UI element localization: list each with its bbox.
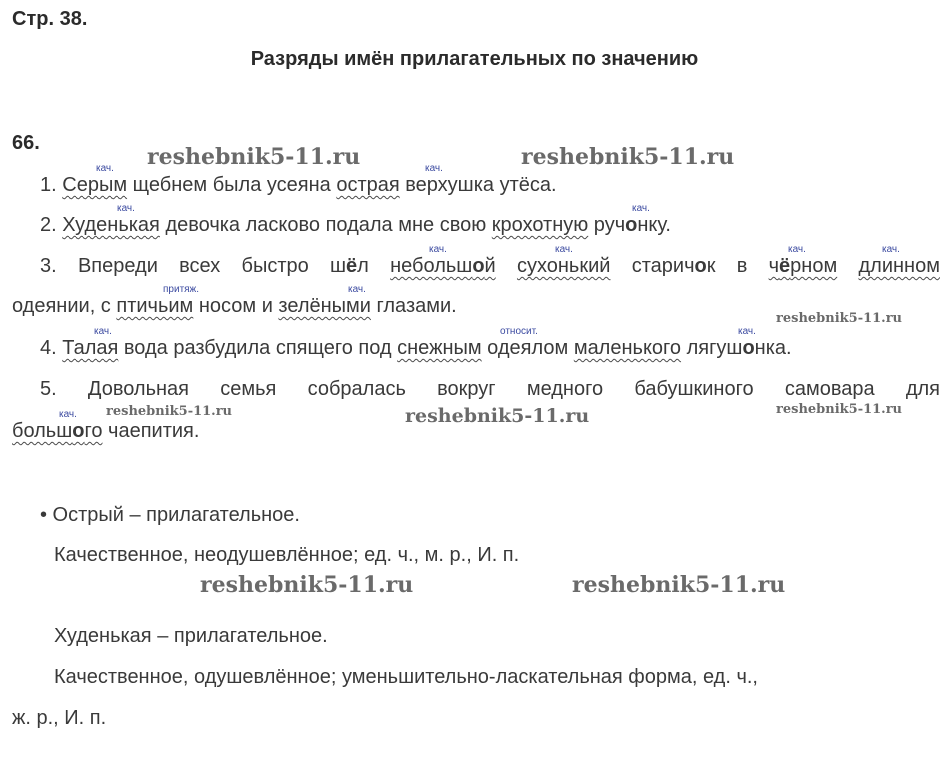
analysis-text: Худенькая – прилагательное. bbox=[54, 625, 328, 647]
analysis-text: ж. р., И. п. bbox=[12, 707, 107, 729]
sentence-3: 3. Впереди всех быстро шёл небольшой сухонький старичок в чёрном длинном bbox=[40, 255, 940, 277]
watermark: reshebnik5-11.ru bbox=[776, 402, 903, 417]
adjective: крохотную bbox=[491, 214, 589, 236]
annotation-label: кач. bbox=[117, 203, 135, 214]
watermark: reshebnik5-11.ru bbox=[200, 572, 414, 598]
annotation-label: кач. bbox=[882, 244, 900, 255]
adjective: птичьим bbox=[116, 295, 194, 317]
annotation-label: кач. bbox=[425, 163, 443, 174]
adjective: Серым bbox=[62, 174, 128, 196]
watermark: reshebnik5-11.ru bbox=[776, 311, 903, 326]
analysis-text: Качественное, неодушевлённое; ед. ч., м. р., И. п. bbox=[54, 544, 520, 566]
sentence-4: 4. Талая вода разбудила спящего под снежным одеялом маленького лягушонка. bbox=[40, 337, 792, 359]
watermark: reshebnik5-11.ru bbox=[405, 405, 590, 427]
annotation-label: кач. bbox=[96, 163, 114, 174]
exercise-number: 66. bbox=[12, 132, 40, 154]
watermark: reshebnik5-11.ru bbox=[147, 144, 361, 170]
sentence-1: 1. Серым щебнем была усеяна острая верхушка утёса. bbox=[40, 174, 557, 196]
adjective: чёрном bbox=[768, 255, 838, 277]
watermark: reshebnik5-11.ru bbox=[521, 144, 735, 170]
adjective: зелёными bbox=[278, 295, 371, 317]
annotation-label: относит. bbox=[500, 326, 538, 337]
adjective: Худенькая bbox=[62, 214, 160, 236]
watermark: reshebnik5-11.ru bbox=[572, 572, 786, 598]
annotation-label: кач. bbox=[348, 284, 366, 295]
page-number: Стр. 38. bbox=[12, 8, 88, 30]
analysis-text: Качественное, одушевлённое; уменьшительно-ласкательная форма, ед. ч., bbox=[54, 666, 758, 688]
annotation-label: кач. bbox=[59, 409, 77, 420]
adjective: длинном bbox=[858, 255, 940, 277]
sentence-5: 5. Довольная семья собралась вокруг медного бабушкиного самовара для bbox=[40, 378, 940, 400]
annotation-label: кач. bbox=[555, 244, 573, 255]
adjective: снежным bbox=[397, 337, 482, 359]
annotation-label: кач. bbox=[94, 326, 112, 337]
annotation-label: кач. bbox=[632, 203, 650, 214]
annotation-label: притяж. bbox=[163, 284, 200, 295]
adjective: Талая bbox=[62, 337, 119, 359]
adjective: сухонький bbox=[516, 255, 611, 277]
sentence-3-cont: одеянии, с птичьим носом и зелёными глазами. bbox=[12, 295, 457, 317]
annotation-label: кач. bbox=[788, 244, 806, 255]
adjective: маленького bbox=[573, 337, 682, 359]
annotation-label: кач. bbox=[738, 326, 756, 337]
watermark: reshebnik5-11.ru bbox=[106, 404, 233, 419]
adjective: небольшой bbox=[390, 255, 496, 277]
sentence-2: 2. Худенькая девочка ласково подала мне свою крохотную ручонку. bbox=[40, 214, 671, 236]
analysis-bullet: • Острый – прилагательное. bbox=[40, 504, 300, 526]
sentence-5-cont: большого чаепития. bbox=[12, 420, 200, 442]
adjective: острая bbox=[336, 174, 400, 196]
adjective: большого bbox=[12, 420, 103, 442]
page-title: Разряды имён прилагательных по значению bbox=[250, 48, 699, 70]
annotation-label: кач. bbox=[429, 244, 447, 255]
